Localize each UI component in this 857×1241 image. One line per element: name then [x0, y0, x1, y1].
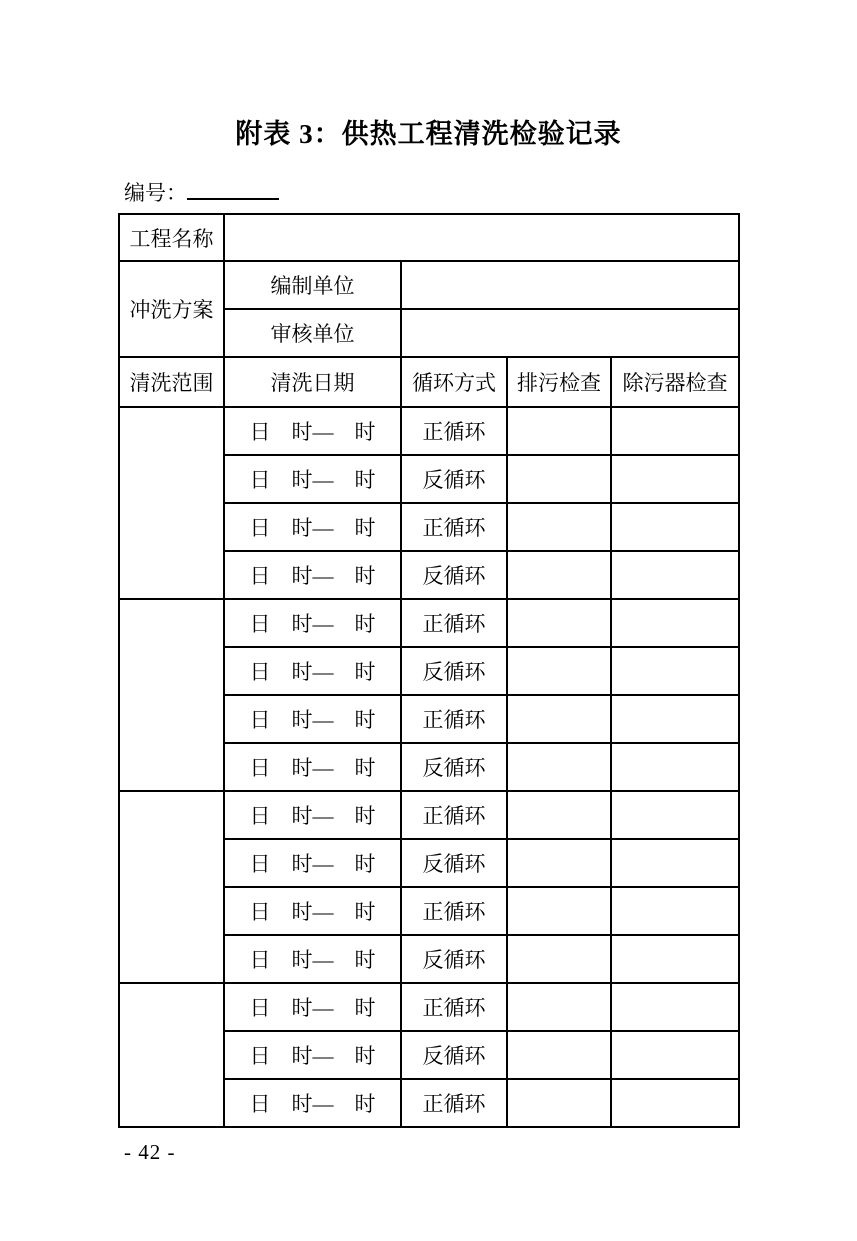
col-header-cleaning-date: 清洗日期	[224, 357, 401, 407]
drain-check-cell[interactable]	[507, 647, 611, 695]
circulation-mode-cell: 正循环	[401, 407, 507, 455]
cleaning-date-cell[interactable]: 日 时— 时	[224, 839, 401, 887]
strainer-check-cell[interactable]	[611, 1031, 739, 1079]
circulation-mode-cell: 正循环	[401, 599, 507, 647]
circulation-mode-cell: 反循环	[401, 743, 507, 791]
cleaning-scope-cell[interactable]	[119, 599, 224, 791]
cleaning-scope-cell[interactable]	[119, 983, 224, 1127]
strainer-check-cell[interactable]	[611, 935, 739, 983]
cleaning-date-cell[interactable]: 日 时— 时	[224, 695, 401, 743]
flush-plan-row-1	[119, 261, 739, 309]
cleaning-date-cell[interactable]: 日 时— 时	[224, 1079, 401, 1127]
drain-check-cell[interactable]	[507, 935, 611, 983]
cleaning-date-cell[interactable]: 日 时— 时	[224, 551, 401, 599]
strainer-check-cell[interactable]	[611, 839, 739, 887]
drain-check-cell[interactable]	[507, 1079, 611, 1127]
circulation-mode-cell: 正循环	[401, 791, 507, 839]
circulation-mode-cell: 正循环	[401, 1079, 507, 1127]
cleaning-scope-cell[interactable]	[119, 791, 224, 983]
strainer-check-cell[interactable]	[611, 743, 739, 791]
serial-number-row	[124, 177, 857, 204]
circulation-mode-cell: 正循环	[401, 983, 507, 1031]
col-header-drain-check: 排污检查	[507, 357, 611, 407]
circulation-mode-cell: 正循环	[401, 503, 507, 551]
drain-check-cell[interactable]	[507, 983, 611, 1031]
strainer-check-cell[interactable]	[611, 983, 739, 1031]
table-row	[119, 407, 739, 455]
page-title: 附表 3：供热工程清洗检验记录	[235, 119, 622, 149]
drain-check-cell[interactable]	[507, 503, 611, 551]
cleaning-date-cell[interactable]: 日 时— 时	[224, 407, 401, 455]
project-name-row	[119, 214, 739, 261]
circulation-mode-cell: 反循环	[401, 839, 507, 887]
serial-number-label: 编号：	[124, 181, 187, 205]
circulation-mode-cell: 反循环	[401, 455, 507, 503]
strainer-check-cell[interactable]	[611, 647, 739, 695]
circulation-mode-cell: 正循环	[401, 695, 507, 743]
compile-unit-value-cell[interactable]	[401, 261, 739, 309]
cleaning-inspection-table	[118, 213, 740, 1128]
strainer-check-cell[interactable]	[611, 407, 739, 455]
strainer-check-cell[interactable]	[611, 455, 739, 503]
col-header-cleaning-scope: 清洗范围	[119, 357, 224, 407]
flush-plan-label: 冲洗方案	[119, 261, 224, 357]
cleaning-date-cell[interactable]: 日 时— 时	[224, 983, 401, 1031]
circulation-mode-cell: 反循环	[401, 935, 507, 983]
cleaning-date-cell[interactable]: 日 时— 时	[224, 935, 401, 983]
serial-number-blank-line[interactable]	[187, 178, 279, 200]
cleaning-date-cell[interactable]: 日 时— 时	[224, 503, 401, 551]
table-row	[119, 599, 739, 647]
cleaning-date-cell[interactable]: 日 时— 时	[224, 791, 401, 839]
cleaning-date-cell[interactable]: 日 时— 时	[224, 743, 401, 791]
drain-check-cell[interactable]	[507, 791, 611, 839]
review-unit-label: 审核单位	[224, 309, 401, 357]
circulation-mode-cell: 正循环	[401, 887, 507, 935]
review-unit-value-cell[interactable]	[401, 309, 739, 357]
strainer-check-cell[interactable]	[611, 791, 739, 839]
project-name-value-cell[interactable]	[224, 214, 739, 261]
drain-check-cell[interactable]	[507, 743, 611, 791]
cleaning-date-cell[interactable]: 日 时— 时	[224, 647, 401, 695]
drain-check-cell[interactable]	[507, 887, 611, 935]
strainer-check-cell[interactable]	[611, 1079, 739, 1127]
col-header-circulation-mode: 循环方式	[401, 357, 507, 407]
strainer-check-cell[interactable]	[611, 503, 739, 551]
col-header-strainer-check: 除污器检查	[611, 357, 739, 407]
cleaning-date-cell[interactable]: 日 时— 时	[224, 1031, 401, 1079]
strainer-check-cell[interactable]	[611, 551, 739, 599]
cleaning-date-cell[interactable]: 日 时— 时	[224, 599, 401, 647]
drain-check-cell[interactable]	[507, 1031, 611, 1079]
compile-unit-label: 编制单位	[224, 261, 401, 309]
cleaning-date-cell[interactable]: 日 时— 时	[224, 887, 401, 935]
cleaning-date-cell[interactable]: 日 时— 时	[224, 455, 401, 503]
page-number: - 42 -	[124, 1140, 176, 1164]
circulation-mode-cell: 反循环	[401, 647, 507, 695]
drain-check-cell[interactable]	[507, 599, 611, 647]
cleaning-scope-cell[interactable]	[119, 407, 224, 599]
drain-check-cell[interactable]	[507, 839, 611, 887]
circulation-mode-cell: 反循环	[401, 1031, 507, 1079]
strainer-check-cell[interactable]	[611, 599, 739, 647]
project-name-label: 工程名称	[119, 214, 224, 261]
table-row	[119, 791, 739, 839]
drain-check-cell[interactable]	[507, 695, 611, 743]
column-header-row	[119, 357, 739, 407]
drain-check-cell[interactable]	[507, 551, 611, 599]
circulation-mode-cell: 反循环	[401, 551, 507, 599]
drain-check-cell[interactable]	[507, 455, 611, 503]
drain-check-cell[interactable]	[507, 407, 611, 455]
strainer-check-cell[interactable]	[611, 887, 739, 935]
table-row	[119, 983, 739, 1031]
strainer-check-cell[interactable]	[611, 695, 739, 743]
